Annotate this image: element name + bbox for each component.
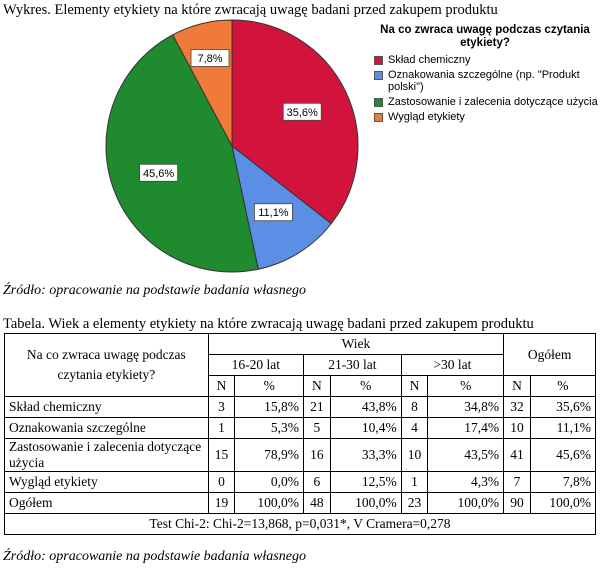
percent-cell: 7,8%	[530, 472, 595, 493]
count-cell: 3	[208, 397, 235, 418]
table-row	[5, 418, 596, 439]
chart-legend	[374, 24, 602, 126]
row-label: Ogółem	[5, 493, 209, 514]
percent-cell: 4,3%	[428, 472, 504, 493]
sub-header-n: N	[504, 376, 531, 397]
legend-swatch	[374, 113, 383, 122]
legend-label: Zastosowanie i zalecenia dotyczące użycia	[388, 96, 598, 108]
percent-cell: 0,0%	[235, 472, 304, 493]
count-cell: 0	[208, 472, 235, 493]
svg-text:7,8%: 7,8%	[197, 52, 223, 65]
table-row	[5, 397, 596, 418]
count-cell: 21	[304, 397, 331, 418]
table-row	[5, 439, 596, 472]
slice-label	[254, 204, 292, 221]
percent-cell: 34,8%	[428, 397, 504, 418]
count-cell: 10	[504, 418, 531, 439]
slice-label	[191, 49, 229, 66]
percent-cell: 78,9%	[235, 439, 304, 472]
legend-item	[374, 54, 602, 66]
count-cell: 10	[401, 439, 428, 472]
slice-label	[283, 103, 321, 120]
row-header-cell: Na co zwraca uwagę podczas czytania etykiety?	[5, 334, 209, 397]
legend-label: Oznakowania szczególne (np. "Produkt polski")	[388, 69, 580, 93]
percent-cell: 43,8%	[330, 397, 401, 418]
count-cell: 6	[304, 472, 331, 493]
count-cell: 16	[304, 439, 331, 472]
percent-cell: 11,1%	[530, 418, 595, 439]
row-label: Wygląd etykiety	[5, 472, 209, 493]
percent-cell: 43,5%	[428, 439, 504, 472]
percent-cell: 100,0%	[330, 493, 401, 514]
count-cell: 41	[504, 439, 531, 472]
count-cell: 8	[401, 397, 428, 418]
percent-cell: 35,6%	[530, 397, 595, 418]
svg-text:45,6%: 45,6%	[143, 167, 175, 180]
age-group-21-30: 21-30 lat	[304, 355, 402, 376]
svg-text:11,1%: 11,1%	[258, 207, 289, 220]
figure-source: Źródło: opracowanie na podstawie badania własnego	[3, 283, 306, 298]
age-group-over-30: >30 lat	[401, 355, 503, 376]
table-footer: Test Chi-2: Chi-2=13,868, p=0,031*, V Cramera=0,278	[5, 514, 596, 535]
table-row	[5, 493, 596, 514]
sub-header-pct: %	[235, 376, 304, 397]
count-cell: 48	[304, 493, 331, 514]
table-source: Źródło: opracowanie na podstawie badania własnego	[3, 549, 306, 564]
count-cell: 15	[208, 439, 235, 472]
sub-header-pct: %	[530, 376, 595, 397]
sub-header-n: N	[208, 376, 235, 397]
count-cell: 19	[208, 493, 235, 514]
legend-item	[374, 96, 602, 108]
legend-label: Skład chemiczny	[388, 54, 471, 66]
row-label: Skład chemiczny	[5, 397, 209, 418]
legend-swatch	[374, 56, 383, 65]
count-cell: 32	[504, 397, 531, 418]
percent-cell: 10,4%	[330, 418, 401, 439]
sub-header-pct: %	[330, 376, 401, 397]
age-group-16-20: 16-20 lat	[208, 355, 303, 376]
sub-header-n: N	[401, 376, 428, 397]
legend-label: Wygląd etykiety	[388, 111, 465, 123]
data-table	[4, 333, 596, 535]
percent-cell: 17,4%	[428, 418, 504, 439]
percent-cell: 100,0%	[428, 493, 504, 514]
percent-cell: 15,8%	[235, 397, 304, 418]
percent-cell: 33,3%	[330, 439, 401, 472]
figure-caption: Wykres. Elementy etykiety na które zwracają uwagę badani przed zakupem produktu	[3, 2, 498, 18]
count-cell: 23	[401, 493, 428, 514]
percent-cell: 100,0%	[235, 493, 304, 514]
count-cell: 1	[401, 472, 428, 493]
legend-swatch	[374, 71, 383, 80]
sub-header-pct: %	[428, 376, 504, 397]
total-header: Ogółem	[504, 334, 596, 376]
slice-label	[140, 164, 178, 181]
legend-item	[374, 111, 602, 123]
legend-title: Na co zwraca uwagę podczas czytania etykiety?	[380, 24, 590, 49]
percent-cell: 45,6%	[530, 439, 595, 472]
row-label: Oznakowania szczególne	[5, 418, 209, 439]
percent-cell: 5,3%	[235, 418, 304, 439]
count-cell: 4	[401, 418, 428, 439]
legend-item	[374, 69, 602, 93]
row-label: Zastosowanie i zalecenia dotyczące użycia	[5, 439, 209, 472]
percent-cell: 12,5%	[330, 472, 401, 493]
percent-cell: 100,0%	[530, 493, 595, 514]
count-cell: 90	[504, 493, 531, 514]
svg-text:35,6%: 35,6%	[286, 106, 318, 119]
sub-header-n: N	[304, 376, 331, 397]
count-cell: 7	[504, 472, 531, 493]
count-cell: 1	[208, 418, 235, 439]
age-group-header: Wiek	[208, 334, 503, 355]
legend-swatch	[374, 98, 383, 107]
count-cell: 5	[304, 418, 331, 439]
table-row	[5, 472, 596, 493]
table-caption: Tabela. Wiek a elementy etykiety na które zwracają uwagę badani przed zakupem produktu	[3, 316, 534, 332]
